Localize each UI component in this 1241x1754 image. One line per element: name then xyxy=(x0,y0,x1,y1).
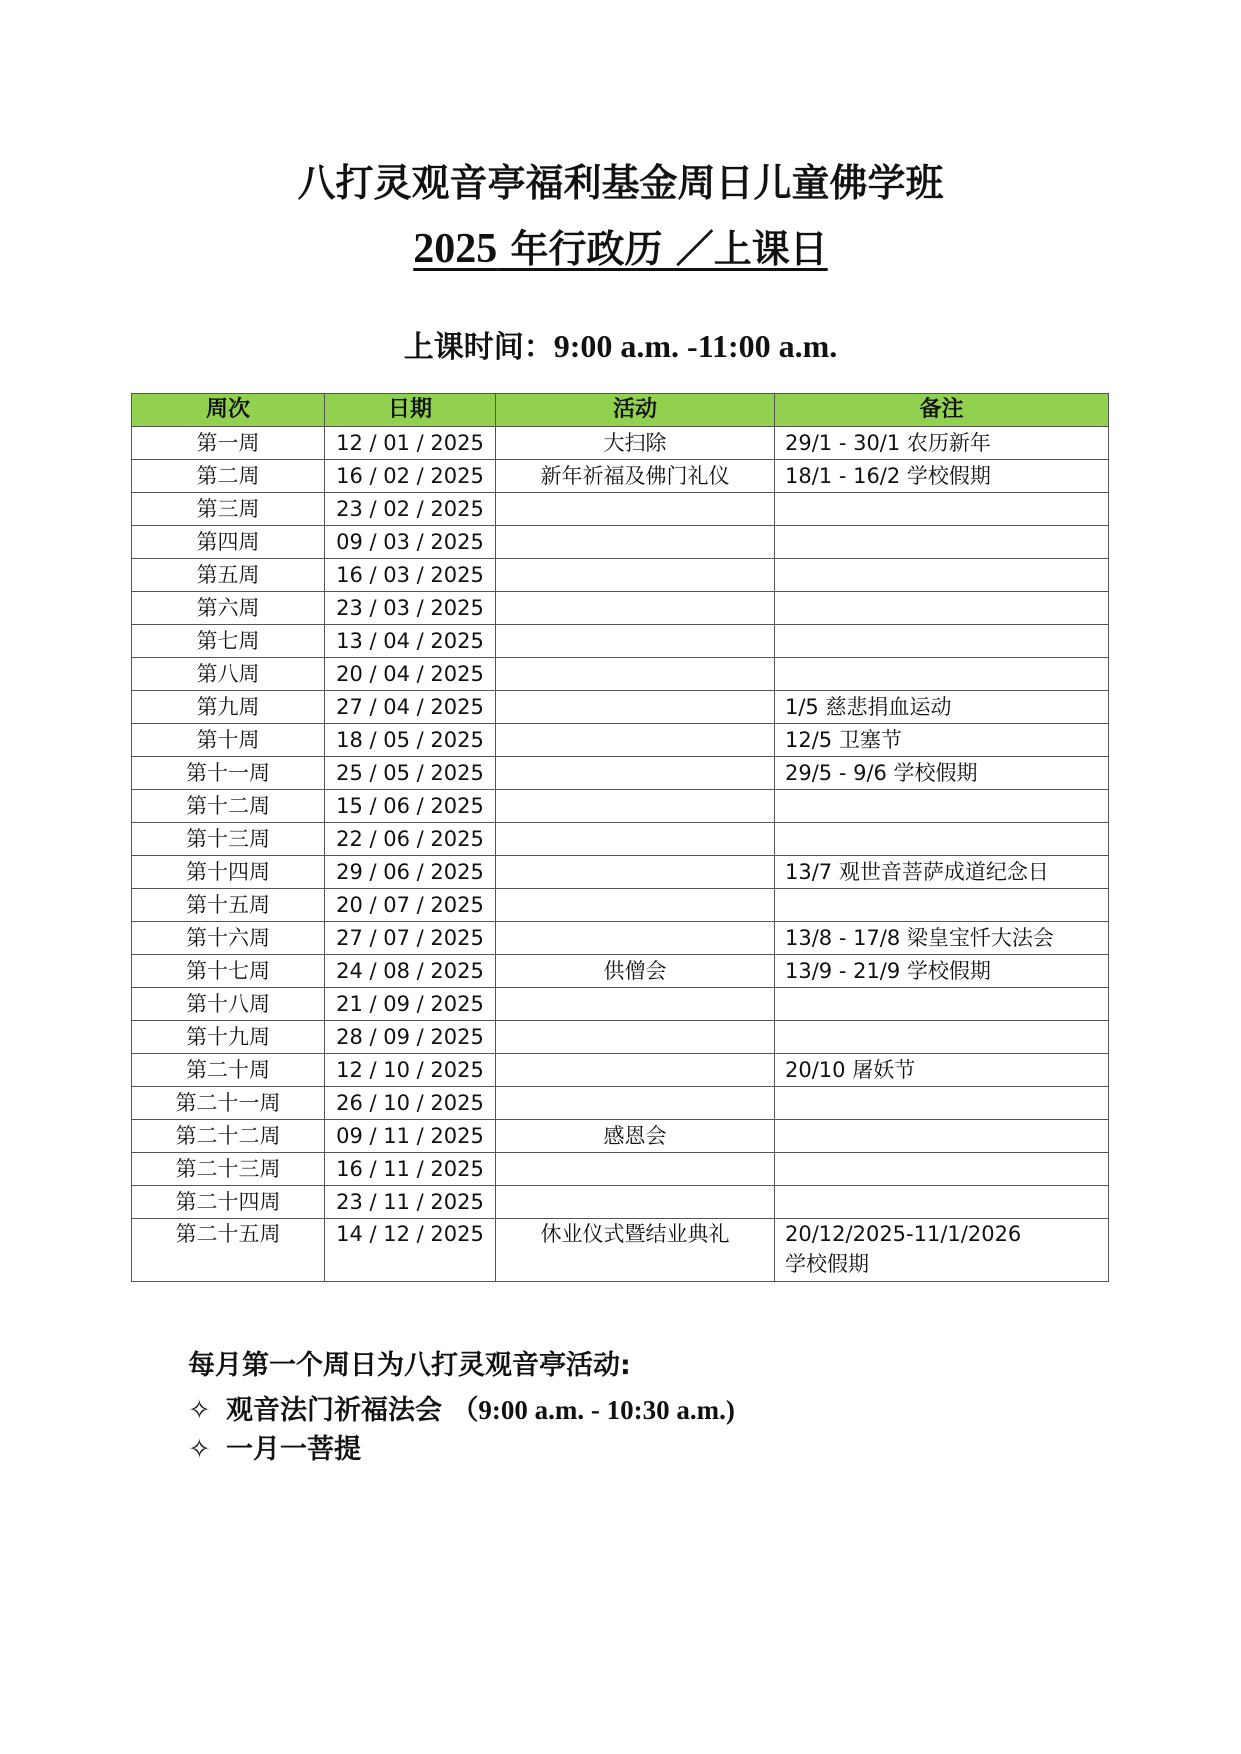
activity-cell xyxy=(496,691,775,724)
note-cell xyxy=(775,1186,1109,1219)
week-cell: 第十四周 xyxy=(132,856,325,889)
class-time-label: 上课时间： xyxy=(403,330,554,365)
week-cell: 第二十周 xyxy=(132,1054,325,1087)
date-cell: 09 / 11 / 2025 xyxy=(325,1120,496,1153)
footer-item xyxy=(188,1388,735,1427)
activity-cell xyxy=(496,625,775,658)
activity-cell xyxy=(496,1054,775,1087)
class-time xyxy=(0,322,1241,366)
subtitle-text: 年行政历 ／上课日 xyxy=(497,227,828,271)
week-cell: 第十周 xyxy=(132,724,325,757)
table-row xyxy=(132,988,1109,1021)
table-row xyxy=(132,1087,1109,1120)
week-cell: 第二十四周 xyxy=(132,1186,325,1219)
activity-cell: 供僧会 xyxy=(496,955,775,988)
activity-cell xyxy=(496,526,775,559)
table-row xyxy=(132,1186,1109,1219)
header-note: 备注 xyxy=(775,394,1109,427)
note-cell xyxy=(775,790,1109,823)
table-row xyxy=(132,1021,1109,1054)
date-cell: 14 / 12 / 2025 xyxy=(325,1219,496,1282)
week-cell: 第二周 xyxy=(132,460,325,493)
sparkle-icon: ✧ xyxy=(188,1395,211,1426)
footer-item-time: （9:00 a.m. - 10:30 a.m.) xyxy=(451,1395,735,1425)
table-row xyxy=(132,757,1109,790)
activity-cell xyxy=(496,922,775,955)
document-subtitle xyxy=(0,218,1241,273)
week-cell: 第十五周 xyxy=(132,889,325,922)
header-week: 周次 xyxy=(132,394,325,427)
table-row xyxy=(132,955,1109,988)
note-cell xyxy=(775,1153,1109,1186)
week-cell: 第二十三周 xyxy=(132,1153,325,1186)
header-activity: 活动 xyxy=(496,394,775,427)
date-cell: 16 / 11 / 2025 xyxy=(325,1153,496,1186)
table-row xyxy=(132,889,1109,922)
date-cell: 21 / 09 / 2025 xyxy=(325,988,496,1021)
week-cell: 第十七周 xyxy=(132,955,325,988)
note-cell xyxy=(775,1021,1109,1054)
note-cell xyxy=(775,493,1109,526)
table-row xyxy=(132,691,1109,724)
table-row xyxy=(132,856,1109,889)
note-cell: 13/8 - 17/8 梁皇宝忏大法会 xyxy=(775,922,1109,955)
note-cell: 29/5 - 9/6 学校假期 xyxy=(775,757,1109,790)
schedule-table xyxy=(131,393,1109,1282)
date-cell: 12 / 10 / 2025 xyxy=(325,1054,496,1087)
activity-cell xyxy=(496,592,775,625)
table-row xyxy=(132,460,1109,493)
note-cell: 29/1 - 30/1 农历新年 xyxy=(775,427,1109,460)
activity-cell xyxy=(496,988,775,1021)
table-row xyxy=(132,724,1109,757)
date-cell: 22 / 06 / 2025 xyxy=(325,823,496,856)
week-cell: 第十九周 xyxy=(132,1021,325,1054)
note-cell: 18/1 - 16/2 学校假期 xyxy=(775,460,1109,493)
week-cell: 第十八周 xyxy=(132,988,325,1021)
footer-heading: 每月第一个周日为八打灵观音亭活动: xyxy=(188,1350,631,1381)
week-cell: 第二十二周 xyxy=(132,1120,325,1153)
note-cell xyxy=(775,1120,1109,1153)
week-cell: 第二十一周 xyxy=(132,1087,325,1120)
note-cell xyxy=(775,592,1109,625)
date-cell: 20 / 07 / 2025 xyxy=(325,889,496,922)
date-cell: 09 / 03 / 2025 xyxy=(325,526,496,559)
date-cell: 13 / 04 / 2025 xyxy=(325,625,496,658)
note-line: 学校假期 xyxy=(785,1252,869,1276)
table-row xyxy=(132,790,1109,823)
subtitle-year: 2025 xyxy=(413,226,498,272)
table-row xyxy=(132,823,1109,856)
note-cell xyxy=(775,823,1109,856)
date-cell: 23 / 11 / 2025 xyxy=(325,1186,496,1219)
table-row xyxy=(132,592,1109,625)
activity-cell xyxy=(496,889,775,922)
note-cell: 13/9 - 21/9 学校假期 xyxy=(775,955,1109,988)
week-cell: 第九周 xyxy=(132,691,325,724)
week-cell: 第十六周 xyxy=(132,922,325,955)
note-line: 20/12/2025-11/1/2026 xyxy=(785,1222,1022,1246)
table-row xyxy=(132,559,1109,592)
week-cell: 第四周 xyxy=(132,526,325,559)
date-cell: 23 / 02 / 2025 xyxy=(325,493,496,526)
week-cell: 第十一周 xyxy=(132,757,325,790)
date-cell: 29 / 06 / 2025 xyxy=(325,856,496,889)
table-row xyxy=(132,625,1109,658)
class-time-value: 9:00 a.m. -11:00 a.m. xyxy=(553,328,838,364)
activity-cell xyxy=(496,823,775,856)
note-cell: 12/5 卫塞节 xyxy=(775,724,1109,757)
date-cell: 28 / 09 / 2025 xyxy=(325,1021,496,1054)
date-cell: 24 / 08 / 2025 xyxy=(325,955,496,988)
activity-cell xyxy=(496,1186,775,1219)
date-cell: 27 / 07 / 2025 xyxy=(325,922,496,955)
note-cell: 1/5 慈悲捐血运动 xyxy=(775,691,1109,724)
week-cell: 第三周 xyxy=(132,493,325,526)
table-row xyxy=(132,493,1109,526)
week-cell: 第八周 xyxy=(132,658,325,691)
table-row xyxy=(132,658,1109,691)
activity-cell xyxy=(496,658,775,691)
activity-cell xyxy=(496,559,775,592)
table-row xyxy=(132,922,1109,955)
sparkle-icon: ✧ xyxy=(188,1434,211,1465)
date-cell: 12 / 01 / 2025 xyxy=(325,427,496,460)
note-cell xyxy=(775,625,1109,658)
activity-cell xyxy=(496,757,775,790)
date-cell: 26 / 10 / 2025 xyxy=(325,1087,496,1120)
activity-cell: 感恩会 xyxy=(496,1120,775,1153)
table-row xyxy=(132,526,1109,559)
activity-cell xyxy=(496,1153,775,1186)
week-cell: 第六周 xyxy=(132,592,325,625)
footer-item-label: 一月一菩提 xyxy=(226,1434,361,1465)
week-cell: 第二十五周 xyxy=(132,1219,325,1282)
activity-cell xyxy=(496,790,775,823)
note-cell xyxy=(775,526,1109,559)
date-cell: 16 / 03 / 2025 xyxy=(325,559,496,592)
activity-cell xyxy=(496,1087,775,1120)
footer-item-label: 观音法门祈福法会 xyxy=(226,1395,442,1426)
document-title: 八打灵观音亭福利基金周日儿童佛学班 xyxy=(297,161,944,205)
week-cell: 第七周 xyxy=(132,625,325,658)
activity-cell: 新年祈福及佛门礼仪 xyxy=(496,460,775,493)
week-cell: 第十二周 xyxy=(132,790,325,823)
note-cell xyxy=(775,988,1109,1021)
date-cell: 27 / 04 / 2025 xyxy=(325,691,496,724)
date-cell: 23 / 03 / 2025 xyxy=(325,592,496,625)
table-row xyxy=(132,1120,1109,1153)
activity-cell: 大扫除 xyxy=(496,427,775,460)
table-row xyxy=(132,427,1109,460)
note-cell xyxy=(775,658,1109,691)
table-row xyxy=(132,1054,1109,1087)
date-cell: 18 / 05 / 2025 xyxy=(325,724,496,757)
note-cell xyxy=(775,1087,1109,1120)
note-cell: 13/7 观世音菩萨成道纪念日 xyxy=(775,856,1109,889)
week-cell: 第十三周 xyxy=(132,823,325,856)
activity-cell xyxy=(496,856,775,889)
date-cell: 15 / 06 / 2025 xyxy=(325,790,496,823)
note-cell: 20/10 屠妖节 xyxy=(775,1054,1109,1087)
date-cell: 25 / 05 / 2025 xyxy=(325,757,496,790)
activity-cell xyxy=(496,1021,775,1054)
activity-cell xyxy=(496,724,775,757)
note-cell xyxy=(775,889,1109,922)
note-cell xyxy=(775,1219,1109,1282)
table-header-row xyxy=(132,394,1109,427)
header-date: 日期 xyxy=(325,394,496,427)
note-cell xyxy=(775,559,1109,592)
table-row xyxy=(132,1153,1109,1186)
table-row xyxy=(132,1219,1109,1282)
footer-item xyxy=(188,1427,361,1466)
week-cell: 第一周 xyxy=(132,427,325,460)
week-cell: 第五周 xyxy=(132,559,325,592)
activity-cell xyxy=(496,493,775,526)
date-cell: 20 / 04 / 2025 xyxy=(325,658,496,691)
activity-cell: 休业仪式暨结业典礼 xyxy=(496,1219,775,1282)
date-cell: 16 / 02 / 2025 xyxy=(325,460,496,493)
